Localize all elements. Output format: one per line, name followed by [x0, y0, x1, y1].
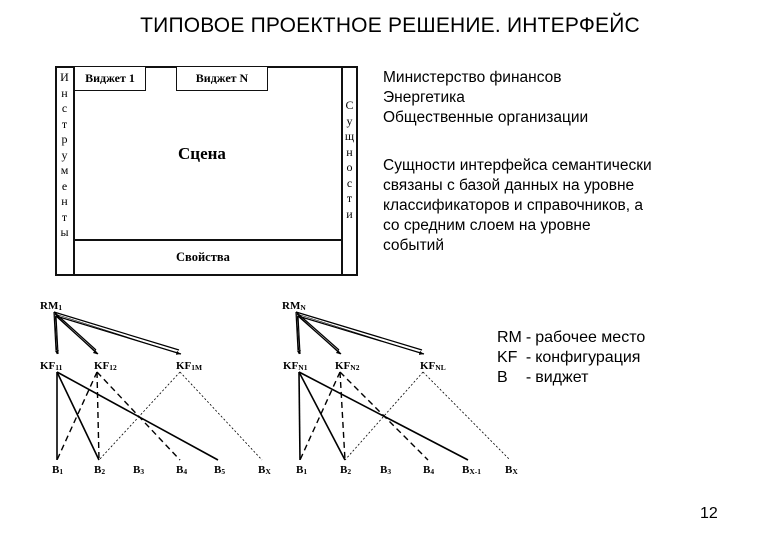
vertical-letter: и	[346, 206, 353, 221]
scene-label: Сцена	[178, 144, 226, 163]
legend-sep: -	[525, 369, 532, 386]
legend-text: конфигурация	[535, 349, 641, 366]
config-label: KF1M	[176, 360, 203, 372]
vertical-letter: е	[61, 178, 68, 193]
config-widget-edge	[299, 372, 300, 460]
legend-abbr: KF	[497, 349, 518, 366]
description-line: событий	[383, 237, 444, 254]
widget-label: B2	[94, 464, 106, 476]
root-config-arrow	[55, 314, 97, 354]
widget-label: B4	[176, 464, 188, 476]
vertical-letter: с	[346, 175, 353, 190]
widget-label: B1	[296, 464, 308, 476]
vertical-letter: м	[60, 163, 69, 177]
vertical-letter: щ	[344, 129, 355, 143]
legend-abbr: RM	[497, 329, 522, 346]
vertical-letter: т	[61, 116, 68, 131]
config-widget-edge	[340, 372, 428, 460]
description-line: Сущности интерфейса семантически	[383, 157, 652, 174]
organization-item: Энергетика	[383, 89, 465, 106]
page-title: ТИПОВОЕ ПРОЕКТНОЕ РЕШЕНИЕ. ИНТЕРФЕЙС	[140, 14, 640, 37]
widget-label: B4	[423, 464, 435, 476]
description-line: классификаторов и справочников, а	[383, 197, 643, 214]
config-widget-edge	[97, 372, 180, 460]
vertical-letter: у	[61, 147, 68, 162]
legend-item	[497, 328, 649, 348]
vertical-letter: И	[60, 70, 69, 84]
config-widget-edge	[340, 372, 345, 460]
widget-label: BX	[505, 464, 518, 476]
page-number: 12	[700, 505, 718, 522]
root-config-arrow	[297, 314, 340, 354]
legend-text: виджет	[535, 369, 589, 386]
vertical-letter: т	[61, 209, 68, 224]
vertical-letter: р	[61, 132, 68, 146]
organization-item: Министерство финансов	[383, 69, 562, 86]
widget-label: B5	[214, 464, 226, 476]
legend-abbr: B	[497, 369, 508, 386]
vertical-letter: у	[346, 113, 353, 128]
widget-label: B1	[52, 464, 64, 476]
root-label: RMN	[282, 300, 306, 312]
widget-label: BX-1	[462, 464, 482, 476]
legend-text: рабочее место	[535, 329, 646, 346]
tree-left	[40, 300, 271, 476]
widget-label: B3	[133, 464, 145, 476]
legend	[497, 328, 649, 388]
widget-n-tab: Виджет N	[176, 67, 268, 91]
properties-label: Свойства	[176, 250, 230, 264]
config-label: KF11	[40, 360, 63, 372]
root-config-arrow	[55, 314, 180, 354]
config-label: KF12	[94, 360, 117, 372]
legend-sep: -	[525, 349, 532, 366]
widget-label: B2	[340, 464, 352, 476]
legend-item	[497, 348, 649, 368]
description-line: связаны с базой данных на уровне	[383, 177, 635, 194]
vertical-letter: с	[61, 101, 68, 115]
tree-right	[282, 300, 518, 476]
vertical-letter: ы	[60, 225, 69, 239]
widget-label: BX	[258, 464, 271, 476]
vertical-letter: о	[346, 160, 353, 174]
description-line: со средним слоем на уровне	[383, 217, 591, 234]
config-label: KFN2	[335, 360, 360, 372]
config-label: KFNL	[420, 360, 446, 372]
widget-label: B3	[380, 464, 392, 476]
root-label: RM1	[40, 300, 63, 312]
vertical-letter: н	[61, 194, 68, 208]
legend-sep: -	[525, 329, 532, 346]
vertical-letter: н	[346, 144, 353, 159]
config-label: KFN1	[283, 360, 308, 372]
vertical-letter: С	[345, 98, 354, 112]
vertical-letter: т	[346, 191, 353, 205]
legend-item	[497, 368, 649, 388]
config-widget-edge	[57, 372, 218, 460]
vertical-letter: н	[61, 85, 68, 100]
widget-1-tab: Виджет 1	[74, 67, 146, 91]
organization-item: Общественные организации	[383, 109, 589, 126]
root-config-arrow	[297, 314, 423, 354]
config-widget-edge	[97, 372, 99, 460]
